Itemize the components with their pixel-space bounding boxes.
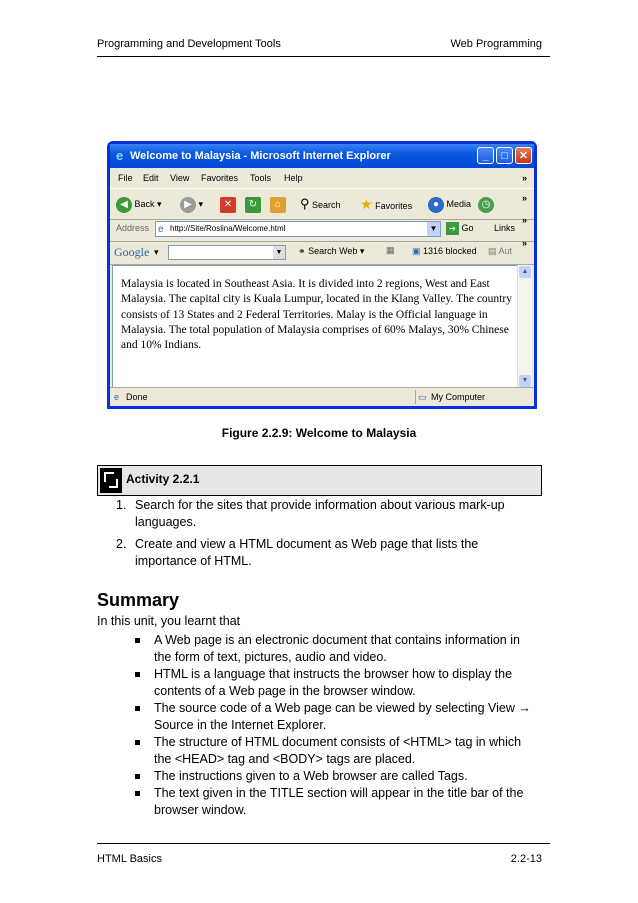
scroll-down-icon[interactable]: ▼ — [519, 375, 531, 387]
back-arrow-icon: ◀ — [116, 197, 132, 213]
dropdown-icon[interactable]: ▼ — [427, 222, 440, 236]
footer-left: HTML Basics — [97, 853, 162, 865]
bullet-text: HTML is a language that instructs the browser how to display the contents of a Web page in the browser window. — [154, 667, 513, 698]
stop-button[interactable] — [220, 195, 236, 213]
figure-caption: Figure 2.2.9: Welcome to Malaysia — [221, 426, 417, 440]
menu-favorites[interactable]: Favorites — [201, 173, 239, 183]
bullet-icon — [135, 791, 140, 796]
item-text: Search for the sites that provide information about various mark-up languages. — [135, 498, 505, 529]
bullet-text: The source code of a Web page can be viewed by selecting View → Source in the Internet Explorer. — [154, 701, 531, 732]
google-logo[interactable]: Google — [114, 245, 150, 259]
item-text: Create and view a HTML document as Web page that lists the importance of HTML. — [135, 537, 479, 568]
popup-blocker-icon: ▣ — [412, 246, 421, 256]
google-chevron-icon[interactable]: » — [522, 238, 528, 248]
page-number: 2.2-13 — [510, 853, 542, 865]
summary-heading: Summary — [97, 590, 180, 610]
google-search-input[interactable] — [168, 245, 286, 260]
history-button[interactable] — [478, 195, 494, 213]
menu-tools[interactable]: Tools — [250, 173, 272, 183]
links-button[interactable]: Links — [494, 223, 516, 233]
refresh-button[interactable] — [245, 195, 261, 213]
google-input-dropdown-icon[interactable]: ▼ — [273, 246, 285, 259]
search-button[interactable] — [300, 195, 341, 213]
address-value: http://Site/Roslina/Welcome.html — [170, 224, 286, 233]
item-number: 1. — [116, 498, 127, 512]
go-arrow-icon: ➔ — [446, 222, 459, 235]
browser-window — [107, 141, 537, 409]
back-button[interactable]: ◀ Back ▾ — [116, 195, 162, 213]
chevron-icon[interactable]: » — [522, 173, 528, 183]
links-chevron-icon[interactable]: » — [522, 215, 528, 225]
activity-list — [116, 497, 536, 575]
menu-bar — [110, 168, 534, 188]
binoculars-icon: ⚭ — [298, 246, 306, 256]
bullet-icon — [135, 706, 140, 711]
list-item — [116, 536, 536, 570]
maximize-button[interactable]: □ — [496, 147, 513, 164]
header-right: Web Programming — [450, 38, 542, 50]
home-button[interactable] — [270, 195, 286, 213]
vertical-scrollbar[interactable] — [517, 265, 532, 388]
pagerank-icon[interactable]: ▦ — [386, 245, 395, 255]
list-item — [116, 497, 536, 531]
bullet-text: The text given in the TITLE section will appear in the title bar of the browser window. — [154, 786, 524, 817]
autofill-label: Aut — [498, 246, 513, 256]
list-item — [135, 768, 540, 785]
page-icon: e — [158, 224, 164, 235]
activity-box — [97, 465, 542, 496]
address-bar — [110, 215, 534, 242]
go-label: Go — [461, 223, 474, 233]
header-left: Programming and Development Tools — [97, 38, 281, 50]
list-item — [135, 632, 540, 666]
bullet-text: A Web page is an electronic document that contains information in the form of text, pictures, audio and video. — [154, 633, 520, 664]
back-label: Back — [134, 199, 155, 209]
popup-blocker-button[interactable] — [412, 246, 477, 257]
autofill-button[interactable] — [488, 246, 512, 257]
toolbar-chevron-icon[interactable]: » — [522, 193, 528, 203]
ie-logo-icon: e — [116, 148, 124, 163]
minimize-button[interactable]: _ — [477, 147, 494, 164]
forward-arrow-icon: ▶ — [180, 197, 196, 213]
forward-button[interactable]: ▶ ▾ — [180, 195, 203, 213]
list-item — [135, 734, 540, 768]
summary-list — [135, 632, 540, 819]
google-toolbar — [110, 238, 534, 265]
content-text: Malaysia is located in Southeast Asia. It is divided into 2 regions, West and East Malaysia. The capital city is Kuala Lumpur, located in the Klang Valley. The country consists of 13 States and 2 Federal Territories. Malay is the Official language in Malaysia. The total population of Malaysia comprises of 60% Malays, 30% Chinese and 10% Indians. — [121, 278, 512, 352]
page-content — [112, 265, 518, 388]
list-item — [135, 666, 540, 700]
media-button[interactable] — [428, 195, 471, 213]
media-icon: ● — [428, 197, 444, 213]
media-label: Media — [446, 199, 472, 209]
bullet-icon — [135, 774, 140, 779]
list-item — [135, 700, 540, 734]
bullet-text: The structure of HTML document consists of <HTML> tag in which the <HEAD> tag and <BODY> tags are placed. — [154, 735, 522, 766]
autofill-icon: ▤ — [488, 246, 497, 256]
favorites-button[interactable] — [360, 195, 412, 213]
bullet-text: The instructions given to a Web browser are called Tags. — [154, 769, 468, 783]
close-button[interactable]: ✕ — [515, 147, 532, 164]
status-text: Done — [126, 392, 148, 402]
search-icon: ⚲ — [300, 196, 310, 211]
item-number: 2. — [116, 537, 127, 551]
browser-title-bar — [110, 144, 534, 168]
refresh-icon: ↻ — [245, 197, 261, 213]
zone-text: My Computer — [431, 392, 486, 402]
home-icon: ⌂ — [270, 197, 286, 213]
address-input[interactable] — [155, 221, 441, 237]
stop-icon: ✕ — [220, 197, 236, 213]
scroll-up-icon[interactable]: ▲ — [519, 266, 531, 278]
search-web-button[interactable]: ⚭ Search Web ▾ — [298, 246, 365, 256]
footer-rule — [97, 843, 550, 844]
bullet-icon — [135, 638, 140, 643]
menu-file[interactable]: File — [118, 173, 133, 183]
menu-view[interactable]: View — [170, 173, 190, 183]
google-dropdown-icon[interactable]: ▾ — [154, 247, 159, 257]
search-label: Search — [312, 200, 341, 210]
menu-help[interactable]: Help — [284, 173, 303, 183]
my-computer-icon: ▭ — [418, 392, 427, 402]
browser-title: Welcome to Malaysia - Microsoft Internet Explorer — [130, 150, 391, 162]
history-icon: ◷ — [478, 197, 494, 213]
bullet-icon — [135, 672, 140, 677]
toolbar — [110, 188, 534, 220]
favorites-label: Favorites — [375, 201, 413, 211]
done-icon: e — [114, 392, 120, 402]
search-web-label: Search Web — [308, 246, 358, 256]
bullet-icon — [135, 740, 140, 745]
summary-intro: In this unit, you learnt that — [97, 614, 241, 628]
list-item — [135, 785, 540, 819]
status-bar — [110, 387, 534, 406]
address-label: Address — [116, 223, 150, 233]
go-button[interactable] — [446, 222, 474, 235]
header-rule — [97, 56, 550, 57]
blocked-count: 1316 blocked — [423, 246, 477, 256]
activity-title: Activity 2.2.1 — [126, 472, 200, 486]
activity-icon — [100, 468, 122, 493]
menu-edit[interactable]: Edit — [143, 173, 159, 183]
star-icon: ★ — [360, 196, 373, 212]
